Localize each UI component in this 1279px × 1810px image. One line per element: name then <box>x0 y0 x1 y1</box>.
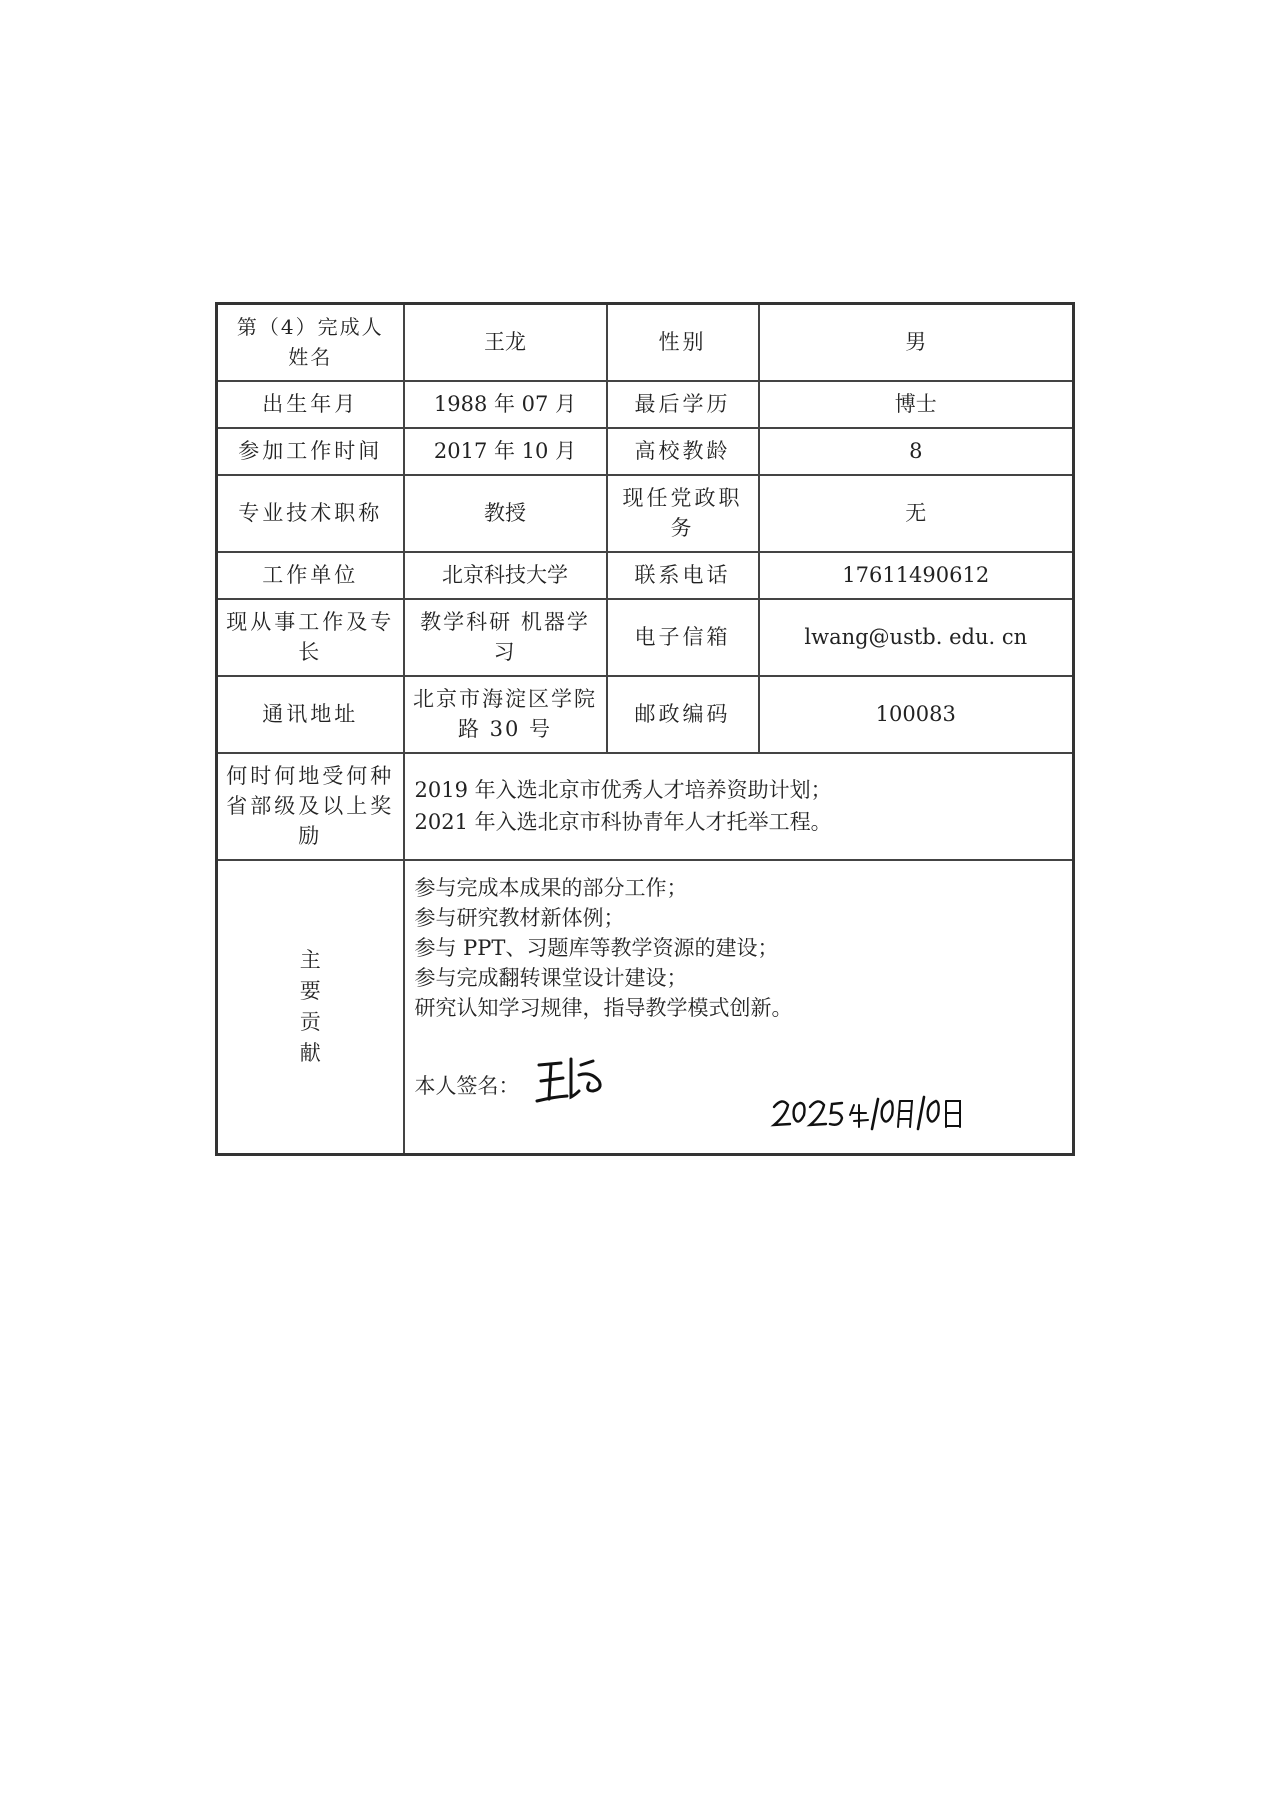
signature-row <box>415 1051 1063 1141</box>
title-value: 教授 <box>404 475 607 552</box>
signature-label: 本人签名： <box>414 1073 520 1098</box>
awards-cell <box>404 753 1074 860</box>
award-line: 2021 年入选北京市科协青年人才托举工程。 <box>414 810 832 834</box>
contribution-label <box>217 860 404 1155</box>
contribution-line: 参与 PPT、习题库等教学资源的建设； <box>414 935 779 960</box>
employer-value: 北京科技大学 <box>404 552 607 599</box>
education-value: 博士 <box>759 381 1074 428</box>
employer-label: 工作单位 <box>217 552 404 599</box>
specialty-label: 现从事工作及专长 <box>217 599 404 676</box>
teaching-years-label: 高校教龄 <box>607 428 759 475</box>
teaching-years-value: 8 <box>759 428 1074 475</box>
contribution-label-char: 要 <box>299 978 321 1003</box>
specialty-value: 教学科研 机器学习 <box>404 599 607 676</box>
education-label: 最后学历 <box>607 381 759 428</box>
handwritten-signature <box>533 1051 613 1111</box>
phone-label: 联系电话 <box>607 552 759 599</box>
name-value: 王龙 <box>404 304 607 381</box>
birth-value: 1988 年 07 月 <box>404 381 607 428</box>
award-line: 2019 年入选北京市优秀人才培养资助计划； <box>414 778 832 802</box>
gender-label: 性别 <box>607 304 759 381</box>
position-value: 无 <box>759 475 1074 552</box>
handwritten-date <box>770 1091 970 1137</box>
email-label: 电子信箱 <box>607 599 759 676</box>
contribution-label-char: 献 <box>299 1040 321 1065</box>
personnel-info-table <box>215 302 1075 1156</box>
contribution-line: 参与完成翻转课堂设计建设； <box>414 965 688 990</box>
contribution-label-char: 贡 <box>299 1009 321 1034</box>
postcode-value: 100083 <box>759 676 1074 753</box>
position-label: 现任党政职务 <box>607 475 759 552</box>
address-label: 通讯地址 <box>217 676 404 753</box>
name-label: 第（4）完成人姓名 <box>217 304 404 381</box>
contribution-line: 研究认知学习规律，指导教学模式创新。 <box>414 995 793 1020</box>
gender-value: 男 <box>759 304 1074 381</box>
birth-label: 出生年月 <box>217 381 404 428</box>
title-label: 专业技术职称 <box>217 475 404 552</box>
contribution-line: 参与研究教材新体例； <box>414 905 625 930</box>
contribution-line: 参与完成本成果的部分工作； <box>414 875 688 900</box>
email-value: lwang@ustb. edu. cn <box>759 599 1074 676</box>
awards-label: 何时何地受何种省部级及以上奖励 <box>217 753 404 860</box>
contribution-cell <box>404 860 1074 1155</box>
postcode-label: 邮政编码 <box>607 676 759 753</box>
work-start-label: 参加工作时间 <box>217 428 404 475</box>
contribution-label-char: 主 <box>299 947 321 972</box>
phone-value: 17611490612 <box>759 552 1074 599</box>
address-value: 北京市海淀区学院路 30 号 <box>404 676 607 753</box>
work-start-value: 2017 年 10 月 <box>404 428 607 475</box>
